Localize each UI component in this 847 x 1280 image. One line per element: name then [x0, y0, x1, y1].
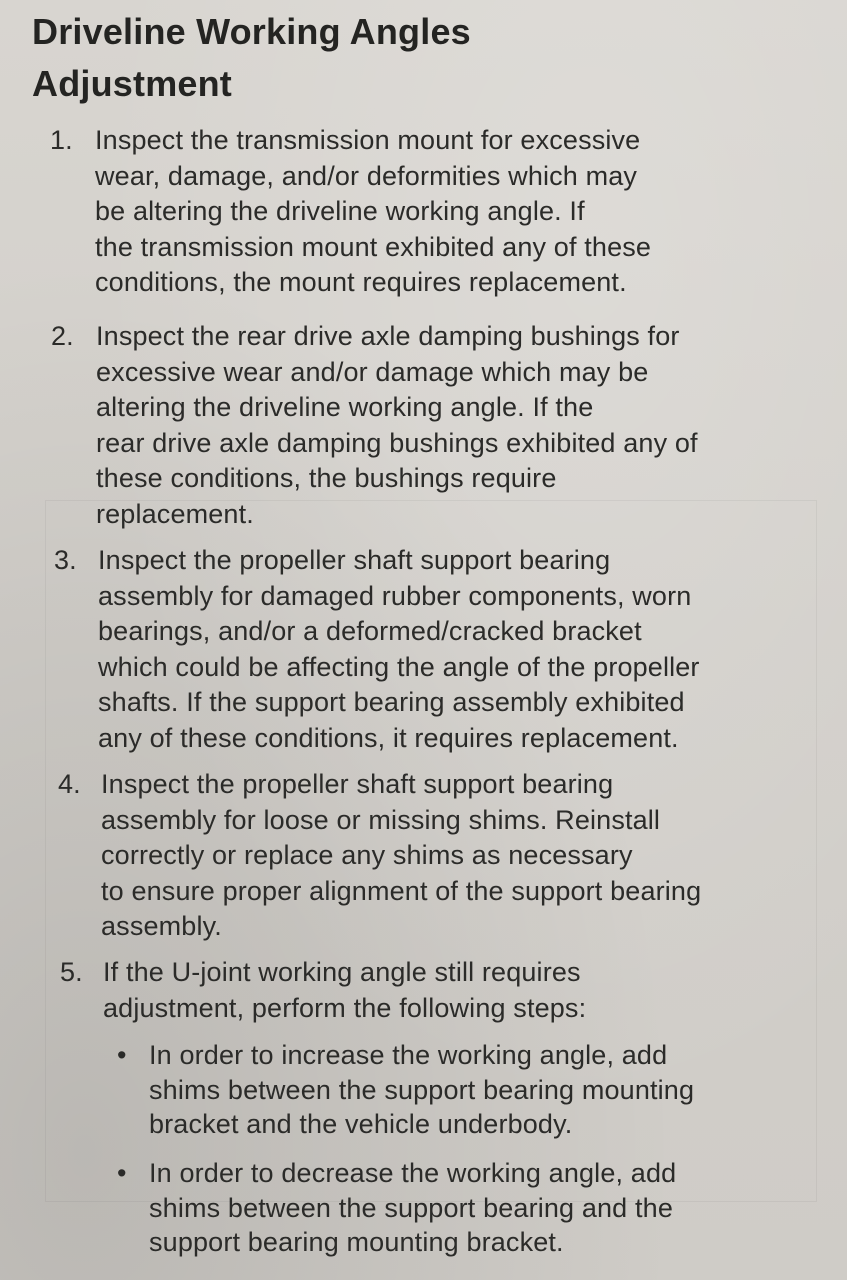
bullet-text-line: shims between the support bearing mounting	[149, 1074, 695, 1105]
step-number: 5.	[60, 957, 83, 987]
step-text-line: wear, damage, and/or deformities which may	[95, 160, 638, 191]
step-text-line: conditions, the mount requires replacement.	[95, 267, 627, 298]
step-text-line: which could be affecting the angle of the propeller	[98, 651, 700, 682]
step-1	[50, 123, 652, 301]
step-text-line: adjustment, perform the following steps:	[103, 992, 587, 1023]
step-text-line: correctly or replace any shims as necessary	[101, 840, 633, 871]
step-2	[51, 319, 698, 533]
step-3	[54, 543, 700, 757]
step-text-line: rear drive axle damping bushings exhibited any of	[96, 427, 698, 458]
step-text-line: assembly for loose or missing shims. Reinstall	[101, 804, 661, 835]
step-text-line: to ensure proper alignment of the support bearing	[101, 875, 702, 906]
step-text-line: replacement.	[96, 498, 254, 529]
bullet-icon: •	[117, 1158, 127, 1188]
title-line: Driveline Working Angles	[32, 11, 471, 52]
step-text-line: any of these conditions, it requires replacement.	[98, 722, 679, 753]
bullet-item-increase	[117, 1038, 695, 1142]
step-text-line: If the U-joint working angle still requires	[103, 957, 581, 987]
step-5	[60, 955, 587, 1026]
step-text-line: Inspect the propeller shaft support bearing	[98, 545, 611, 575]
step-4	[58, 767, 702, 945]
step-text-line: excessive wear and/or damage which may be	[96, 356, 649, 387]
step-number: 4.	[58, 769, 81, 799]
step-text-line: Inspect the transmission mount for excessive	[95, 125, 641, 155]
step-text-line: these conditions, the bushings require	[96, 463, 557, 494]
bullet-text-line: In order to increase the working angle, add	[149, 1040, 668, 1070]
step-text-line: altering the driveline working angle. If the	[96, 392, 594, 423]
page-title	[32, 6, 471, 110]
bullet-text-line: In order to decrease the working angle, add	[149, 1158, 677, 1188]
step-number: 3.	[54, 545, 77, 575]
step-number: 1.	[50, 125, 73, 155]
bullet-text-line: bracket and the vehicle underbody.	[149, 1109, 573, 1139]
bullet-text-line: support bearing mounting bracket.	[149, 1227, 564, 1257]
bullet-icon: •	[117, 1040, 127, 1070]
step-text-line: the transmission mount exhibited any of these	[95, 231, 652, 262]
step-text-line: Inspect the propeller shaft support bearing	[101, 769, 614, 799]
bullet-item-decrease	[117, 1156, 677, 1260]
step-text-line: bearings, and/or a deformed/cracked bracket	[98, 616, 642, 647]
step-number: 2.	[51, 321, 74, 351]
step-text-line: Inspect the rear drive axle damping bushings for	[96, 321, 680, 351]
title-line: Adjustment	[32, 63, 232, 104]
step-text-line: assembly for damaged rubber components, worn	[98, 580, 692, 611]
step-text-line: shafts. If the support bearing assembly exhibited	[98, 687, 685, 718]
step-text-line: assembly.	[101, 911, 222, 942]
bullet-text-line: shims between the support bearing and the	[149, 1192, 673, 1223]
step-text-line: be altering the driveline working angle. If	[95, 196, 585, 227]
